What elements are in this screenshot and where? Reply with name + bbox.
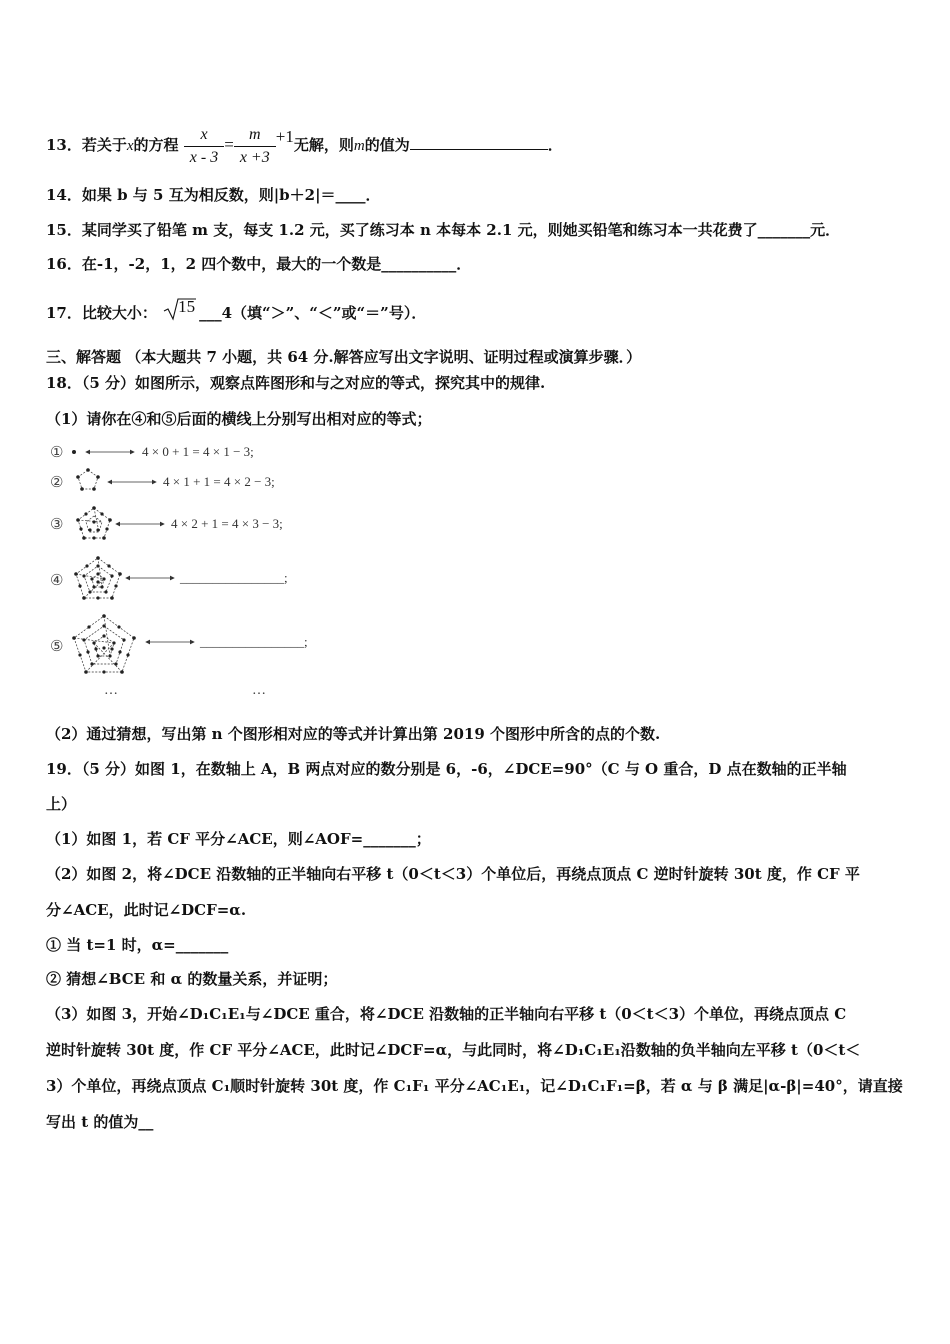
denominator: x - 3	[189, 148, 219, 166]
equation-1: 4 × 0 + 1 = 4 × 1 − 3;	[142, 444, 254, 459]
q13-text: 无解，则	[293, 136, 354, 154]
plus-one: +1	[275, 127, 294, 146]
question-19-part-2c: ① 当 t=1 时，α=_______	[46, 936, 229, 954]
question-19-line-2: 上）	[46, 795, 77, 813]
dot-pattern-figure	[46, 432, 366, 712]
q13-text: 的方程	[133, 136, 179, 154]
radicand: 15	[178, 297, 196, 316]
figure-label-4: ④	[50, 573, 64, 589]
figure-label-3: ③	[50, 517, 64, 533]
question-19-part-3d: 写出 t 的值为__	[46, 1113, 154, 1131]
equation-3: 4 × 2 + 1 = 4 × 3 − 3;	[171, 516, 283, 531]
question-17	[46, 296, 426, 326]
question-19-line-1: 19．（5 分）如图 1，在数轴上 A，B 两点对应的数分别是 6，-6，∠DCE=90°（C 与 O 重合，D 点在数轴的正半轴	[46, 760, 847, 778]
question-19-part-2b: 分∠ACE，此时记∠DCF=α.	[46, 901, 247, 919]
var-m: m	[353, 138, 365, 154]
q17-prefix: 17．比较大小：	[46, 304, 157, 322]
fraction-m-over-x-plus-3	[234, 124, 276, 169]
question-13	[46, 106, 563, 168]
denominator: x +3	[239, 148, 270, 166]
question-19-part-3b: 逆时针旋转 30t 度，作 CF 平分∠ACE，此时记∠DCF=α，与此同时，将∠D₁C₁E₁沿数轴的负半轴向左平移 t（0＜t＜	[46, 1041, 861, 1059]
pattern-4	[76, 558, 120, 598]
fraction-x-over-x-minus-3	[184, 124, 224, 169]
q13-text: 的值为	[364, 136, 410, 154]
numerator: x	[184, 124, 224, 147]
figure-label-2: ②	[50, 475, 64, 491]
equals-sign: =	[224, 135, 234, 154]
question-19-part-1: （1）如图 1，若 CF 平分∠ACE，则∠AOF=_______；	[46, 830, 431, 848]
ellipsis-right: …	[252, 683, 266, 698]
period: ．	[547, 136, 563, 154]
question-16: 16．在-1，-2，1，2 四个数中，最大的一个数是__________．	[46, 255, 472, 273]
question-19-part-3c: 3）个单位，再绕点顶点 C₁顺时针旋转 30t 度，作 C₁F₁ 平分∠AC₁E₁，记∠D₁C₁F₁=β，若 α 与 β 满足|α-β|=40°，请直接	[46, 1077, 903, 1095]
q13-text: 13．若关于	[46, 136, 127, 154]
section-3-heading: 三、解答题 （本大题共 7 小题，共 64 分.解答应写出文字说明、证明过程或演算步骤．）	[46, 348, 642, 366]
q17-suffix: ___4（填“＞”、“＜”或“＝”号）．	[199, 304, 427, 322]
equation-5-blank[interactable]: ________________;	[200, 634, 308, 649]
equation-4-blank[interactable]: ________________;	[180, 570, 288, 585]
question-19-part-3a: （3）如图 3，开始∠D₁C₁E₁与∠DCE 重合，将∠DCE 沿数轴的正半轴向右平移 t（0＜t＜3）个单位，再绕点顶点 C	[46, 1005, 847, 1023]
numerator: m	[234, 124, 276, 147]
ellipsis-left: …	[104, 683, 118, 698]
figure-label-5: ⑤	[50, 639, 64, 655]
question-14: 14．如果 b 与 5 互为相反数，则|b＋2|＝____．	[46, 186, 381, 204]
answer-blank[interactable]	[410, 135, 548, 150]
question-19-part-2a: （2）如图 2，将∠DCE 沿数轴的正半轴向右平移 t（0＜t＜3）个单位后，再绕点顶点 C 逆时针旋转 30t 度，作 CF 平	[46, 865, 860, 883]
question-18-part-1: （1）请你在④和⑤后面的横线上分别写出相对应的等式；	[46, 410, 432, 428]
pattern-1-dot	[72, 450, 76, 454]
pattern-2	[78, 470, 98, 489]
question-19-part-2d: ② 猜想∠BCE 和 α 的数量关系，并证明；	[46, 970, 338, 988]
question-18-stem: 18．（5 分）如图所示，观察点阵图形和与之对应的等式，探究其中的规律.	[46, 374, 546, 392]
var-x: x	[126, 138, 134, 154]
figure-label-1: ①	[50, 445, 64, 461]
question-15: 15．某同学买了铅笔 m 支，每支 1.2 元，买了练习本 n 本每本 2.1 元，则她买铅笔和练习本一共花费了_______元．	[46, 221, 841, 239]
question-18-part-2: （2）通过猜想，写出第 n 个图形相对应的等式并计算出第 2019 个图形中所含的点的个数.	[46, 725, 661, 743]
equation-2: 4 × 1 + 1 = 4 × 2 − 3;	[163, 474, 275, 489]
